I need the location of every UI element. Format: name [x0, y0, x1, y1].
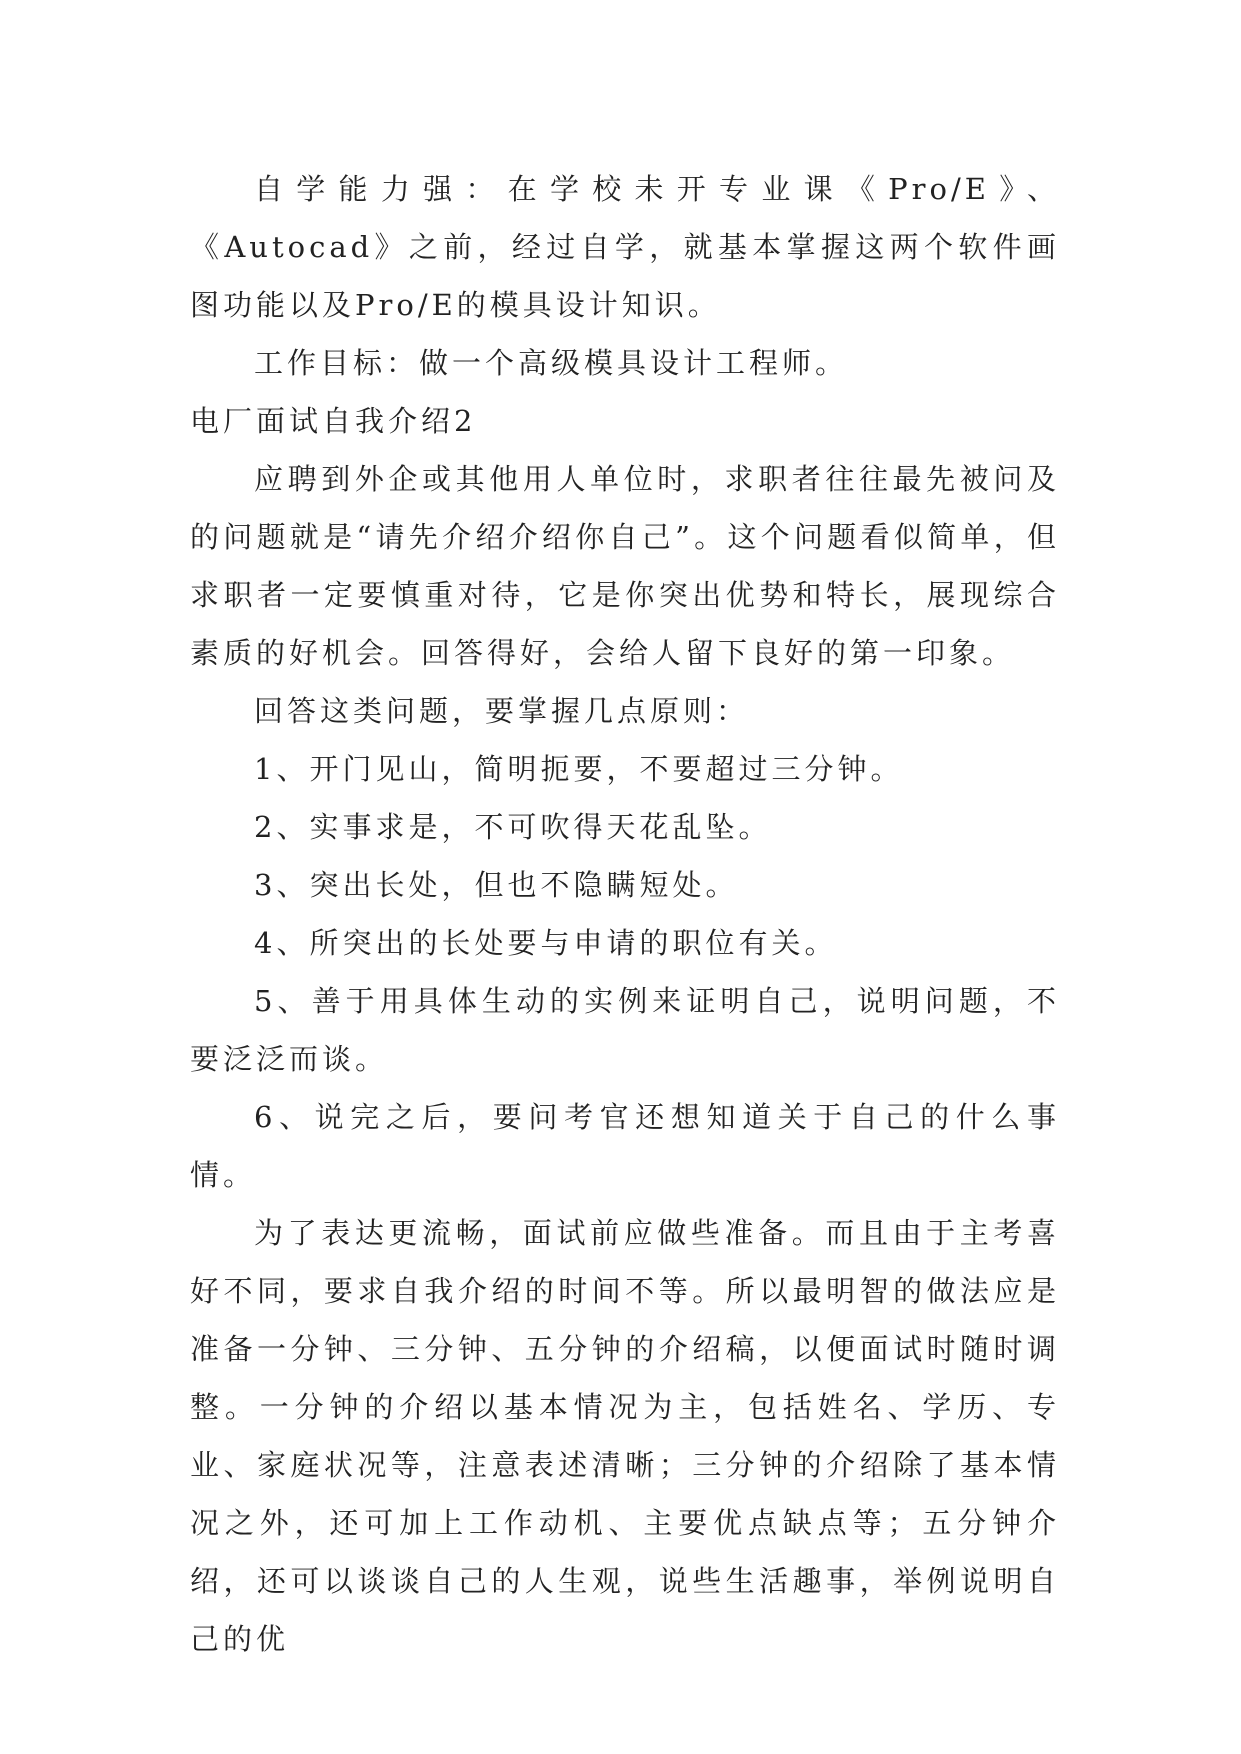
paragraph-work-goal: 工作目标：做一个高级模具设计工程师。: [254, 346, 849, 380]
list-item-principle-4: 4、所突出的长处要与申请的职位有关。: [254, 926, 838, 960]
list-item-principle-3: 3、突出长处，但也不隐瞒短处。: [254, 868, 739, 902]
list-item-principle-5: 5、善于用具体生动的实例来证明自己，说明问题，不要泛泛而谈。: [190, 984, 1060, 1076]
document-body: [190, 160, 1060, 1668]
list-item-principle-2: 2、实事求是，不可吹得天花乱坠。: [254, 810, 772, 844]
list-item-principle-1: 1、开门见山，简明扼要，不要超过三分钟。: [254, 752, 904, 786]
paragraph-self-study: 自学能力强：在学校未开专业课《Pro/E》、《Autocad》之前，经过自学，就基本掌握这两个软件画图功能以及Pro/E的模具设计知识。: [190, 172, 1060, 322]
paragraph-intro: 应聘到外企或其他用人单位时，求职者往往最先被问及的问题就是“请先介绍介绍你自己”。这个问题看似简单，但求职者一定要慎重对待，它是你突出优势和特长，展现综合素质的好机会。回答得好，会给人留下良好的第一印象。: [190, 462, 1060, 670]
paragraph-preparation: 为了表达更流畅，面试前应做些准备。而且由于主考喜好不同，要求自我介绍的时间不等。所以最明智的做法应是准备一分钟、三分钟、五分钟的介绍稿，以便面试时随时调整。一分钟的介绍以基本情况为主，包括姓名、学历、专业、家庭状况等，注意表述清晰；三分钟的介绍除了基本情况之外，还可加上工作动机、主要优点缺点等；五分钟介绍，还可以谈谈自己的人生观，说些生活趣事，举例说明自己的优: [190, 1216, 1060, 1656]
paragraph-principles-lead: 回答这类问题，要掌握几点原则：: [254, 694, 750, 728]
section-heading: 电厂面试自我介绍2: [190, 404, 477, 438]
list-item-principle-6: 6、说完之后，要问考官还想知道关于自己的什么事情。: [190, 1100, 1060, 1192]
